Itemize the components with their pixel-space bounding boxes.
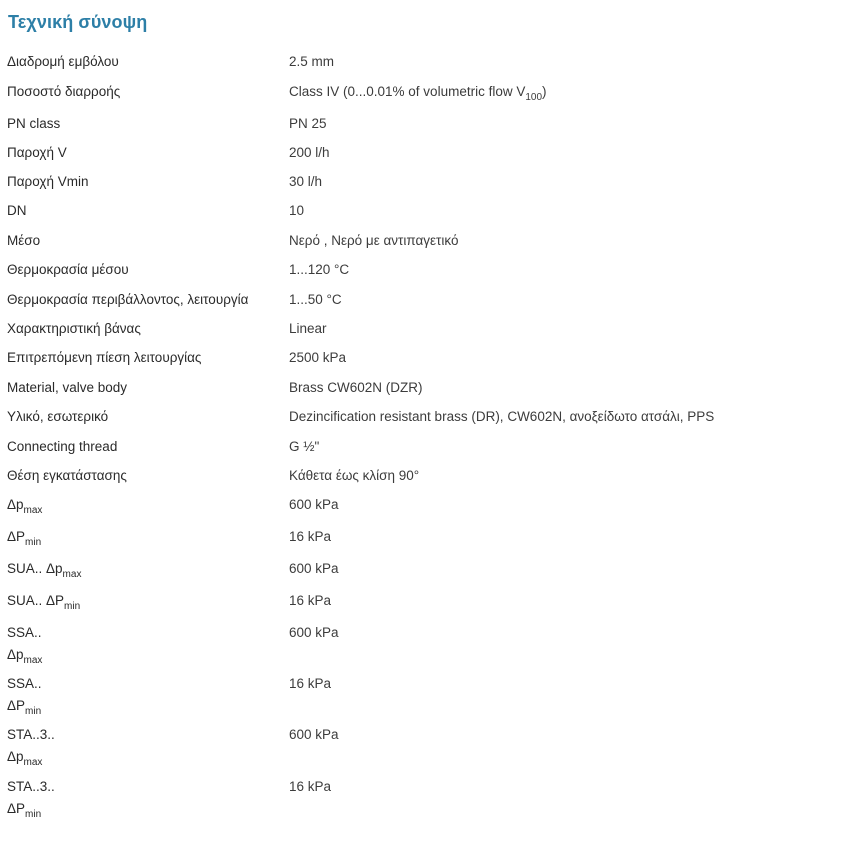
spec-label bbox=[7, 172, 88, 192]
spec-label bbox=[7, 260, 129, 280]
section-title: Τεχνική σύνοψη bbox=[8, 12, 148, 32]
spec-label-text: Παροχή V bbox=[7, 145, 67, 160]
spec-label-text: Ποσοστό διαρροής bbox=[7, 84, 121, 99]
spec-label bbox=[7, 527, 41, 547]
spec-value bbox=[289, 52, 334, 72]
spec-value-text: 600 kPa bbox=[289, 497, 339, 512]
spec-label bbox=[7, 466, 127, 486]
spec-label-prefix: SSA.. bbox=[7, 676, 42, 691]
spec-value-text: 600 kPa bbox=[289, 625, 339, 640]
spec-label bbox=[7, 674, 42, 716]
spec-value bbox=[289, 114, 327, 134]
spec-value-text: Dezincification resistant brass (DR), CW602N, ανοξείδωτο ατσάλι, PPS bbox=[289, 409, 715, 424]
spec-label-subscript: min bbox=[25, 706, 42, 717]
spec-label-text: Επιτρεπόμενη πίεση λειτουργίας bbox=[7, 350, 202, 365]
spec-label bbox=[7, 231, 40, 251]
spec-label bbox=[7, 319, 141, 339]
spec-label-text: ΔP bbox=[7, 529, 26, 544]
spec-value-text: 1...120 °C bbox=[289, 262, 350, 277]
spec-value bbox=[289, 348, 346, 368]
spec-label bbox=[7, 777, 55, 819]
spec-label-text: Θερμοκρασία μέσου bbox=[7, 262, 129, 277]
spec-value-text: 1...50 °C bbox=[289, 292, 342, 307]
spec-value bbox=[289, 143, 330, 163]
spec-value bbox=[289, 319, 327, 339]
spec-value-text: 16 kPa bbox=[289, 593, 332, 608]
spec-value-text: 16 kPa bbox=[289, 676, 332, 691]
spec-value bbox=[289, 201, 304, 221]
spec-value bbox=[289, 777, 331, 797]
spec-label-line bbox=[7, 799, 55, 819]
spec-value-text: 2500 kPa bbox=[289, 350, 347, 365]
spec-label bbox=[7, 290, 248, 310]
spec-label-subscript: max bbox=[23, 757, 43, 768]
spec-value-text: Brass CW602N (DZR) bbox=[289, 380, 423, 395]
spec-value-text: 200 l/h bbox=[289, 145, 330, 160]
spec-label-text: Παροχή Vmin bbox=[7, 174, 89, 189]
spec-value-text: 600 kPa bbox=[289, 727, 339, 742]
spec-value bbox=[289, 495, 339, 515]
spec-value-text: 600 kPa bbox=[289, 561, 339, 576]
spec-value bbox=[289, 82, 547, 102]
spec-label-line bbox=[7, 777, 55, 797]
spec-label-text: Material, valve body bbox=[7, 380, 128, 395]
spec-label-text: Δp bbox=[7, 497, 24, 512]
spec-label-text: DN bbox=[7, 203, 27, 218]
spec-label-prefix: SSA.. bbox=[7, 625, 42, 640]
spec-label bbox=[7, 559, 81, 579]
spec-label bbox=[7, 82, 120, 102]
spec-label-subscript: min bbox=[25, 537, 42, 548]
spec-label bbox=[7, 201, 27, 221]
spec-value-text: PN 25 bbox=[289, 116, 327, 131]
spec-value bbox=[289, 725, 339, 745]
spec-value bbox=[289, 290, 342, 310]
spec-label-subscript: min bbox=[64, 601, 81, 612]
spec-value bbox=[289, 378, 423, 398]
spec-label-text: SUA.. ΔP bbox=[7, 593, 65, 608]
spec-value-text: Linear bbox=[289, 321, 327, 336]
spec-value bbox=[289, 260, 349, 280]
spec-label bbox=[7, 143, 67, 163]
spec-label-text: PN class bbox=[7, 116, 61, 131]
spec-label-subscript: min bbox=[25, 809, 42, 820]
spec-label-line bbox=[7, 674, 42, 694]
spec-value-text: G ½" bbox=[289, 439, 320, 454]
spec-label-line bbox=[7, 645, 42, 665]
spec-label-subscript: max bbox=[62, 569, 82, 580]
spec-label bbox=[7, 114, 60, 134]
spec-value-subscript: 100 bbox=[525, 92, 543, 103]
spec-label bbox=[7, 495, 42, 515]
spec-label-text: SUA.. Δp bbox=[7, 561, 63, 576]
spec-label bbox=[7, 348, 201, 368]
spec-label-line bbox=[7, 623, 42, 643]
spec-label-subscript: max bbox=[23, 655, 43, 666]
spec-label-text: Δp bbox=[7, 749, 24, 764]
spec-label bbox=[7, 623, 42, 665]
spec-value bbox=[289, 172, 322, 192]
spec-label-line bbox=[7, 747, 55, 767]
spec-label-text: Μέσο bbox=[7, 233, 41, 248]
spec-value-text: Νερό , Νερό με αντιπαγετικό bbox=[289, 233, 459, 248]
spec-label-text: Χαρακτηριστική βάνας bbox=[7, 321, 141, 336]
spec-value-text: Κάθετα έως κλίση 90° bbox=[289, 468, 420, 483]
spec-value-text: Class IV (0...0.01% of volumetric flow V bbox=[289, 84, 526, 99]
spec-value-text: 16 kPa bbox=[289, 779, 332, 794]
spec-value bbox=[289, 527, 331, 547]
spec-label-line bbox=[7, 696, 42, 716]
spec-value bbox=[289, 591, 331, 611]
spec-label-prefix: STA..3.. bbox=[7, 727, 55, 742]
spec-value bbox=[289, 466, 419, 486]
spec-value-text: 30 l/h bbox=[289, 174, 323, 189]
spec-label-text: ΔP bbox=[7, 698, 26, 713]
spec-value-suffix: ) bbox=[542, 84, 547, 99]
spec-value-text: 2.5 mm bbox=[289, 54, 335, 69]
spec-label-text: Θερμοκρασία περιβάλλοντος, λειτουργία bbox=[7, 292, 249, 307]
spec-value bbox=[289, 623, 339, 643]
spec-value bbox=[289, 674, 331, 694]
spec-label-text: Διαδρομή εμβόλου bbox=[7, 54, 119, 69]
spec-label-line bbox=[7, 725, 55, 745]
spec-label bbox=[7, 378, 127, 398]
spec-value-text: 16 kPa bbox=[289, 529, 332, 544]
spec-label-text: Δp bbox=[7, 647, 24, 662]
spec-label-subscript: max bbox=[23, 505, 43, 516]
spec-value bbox=[289, 407, 714, 427]
spec-value bbox=[289, 437, 319, 457]
spec-label bbox=[7, 437, 117, 457]
spec-label-prefix: STA..3.. bbox=[7, 779, 55, 794]
spec-value bbox=[289, 231, 458, 251]
spec-label-text: Connecting thread bbox=[7, 439, 118, 454]
spec-label-text: Υλικό, εσωτερικό bbox=[7, 409, 109, 424]
spec-label bbox=[7, 407, 108, 427]
spec-label-text: Θέση εγκατάστασης bbox=[7, 468, 127, 483]
spec-label bbox=[7, 52, 119, 72]
spec-label bbox=[7, 591, 80, 611]
spec-label-text: ΔP bbox=[7, 801, 26, 816]
spec-label bbox=[7, 725, 55, 767]
spec-value bbox=[289, 559, 339, 579]
spec-value-text: 10 bbox=[289, 203, 305, 218]
